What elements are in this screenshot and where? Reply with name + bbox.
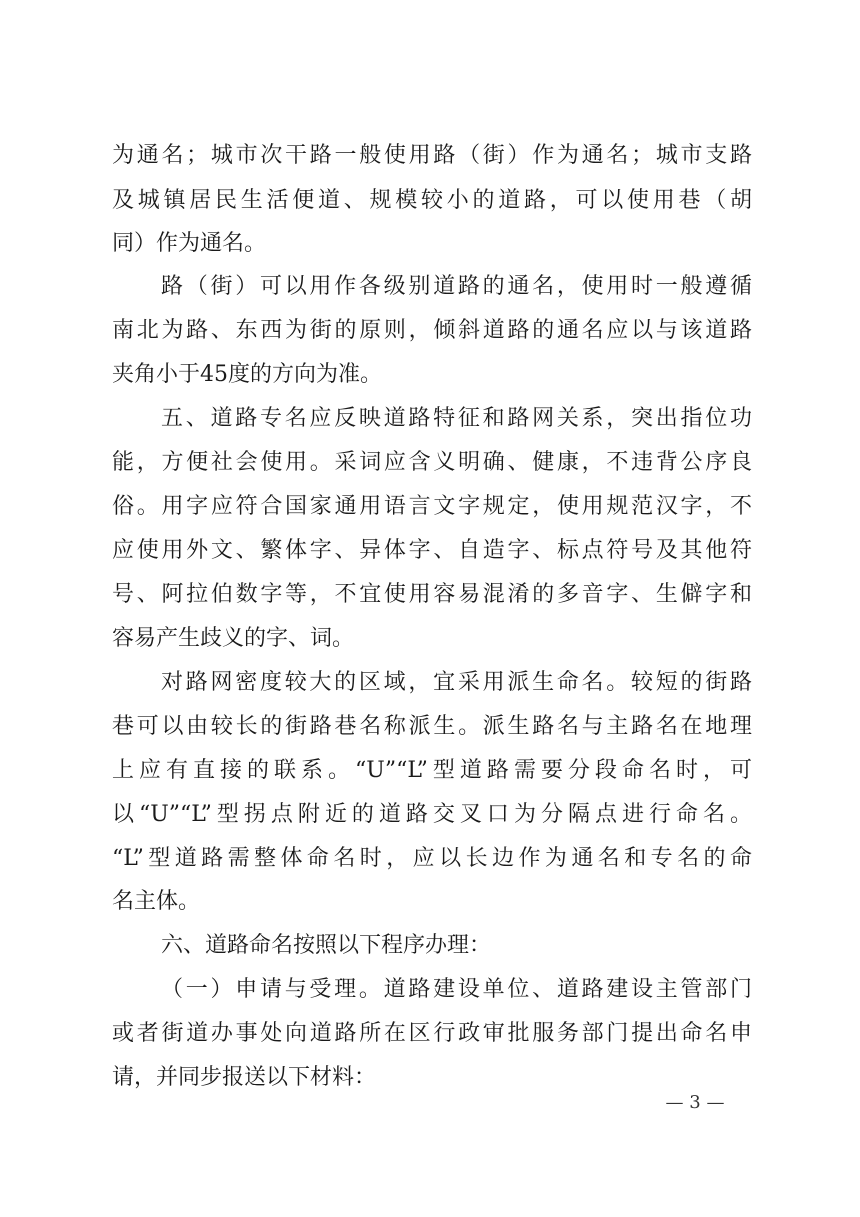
body-text-line: 应使用外文、繁体字、异体字、自造字、标点符号及其他符 — [112, 538, 752, 563]
body-text-line: 上应有直接的联系。“U”“L”型道路需要分段命名时，可 — [112, 758, 752, 783]
body-text-line: 夹角小于45度的方向为准。 — [112, 362, 382, 387]
body-text-line: 对路网密度较大的区域，宜采用派生命名。较短的街路 — [161, 670, 752, 695]
body-text-line: “L”型道路需整体命名时，应以长边作为通名和专名的命 — [112, 846, 752, 871]
body-text-line: 以“U”“L”型拐点附近的道路交叉口为分隔点进行命名。 — [112, 802, 752, 827]
body-text-line: 俗。用字应符合国家通用语言文字规定，使用规范汉字，不 — [112, 494, 752, 519]
body-text-line: （一）申请与受理。道路建设单位、道路建设主管部门 — [161, 977, 752, 1002]
body-text-line: 南北为路、东西为街的原则，倾斜道路的通名应以与该道路 — [112, 318, 752, 343]
body-text-line: 能，方便社会使用。采词应含义明确、健康，不违背公序良 — [112, 450, 752, 475]
body-text-line: 六、道路命名按照以下程序办理： — [161, 933, 492, 958]
body-text-line: 请，并同步报送以下材料： — [112, 1065, 377, 1090]
body-text-line: 为通名；城市次干路一般使用路（街）作为通名；城市支路 — [112, 143, 752, 168]
body-text-line: 名主体。 — [112, 889, 201, 914]
body-text-line: 及城镇居民生活便道、规模较小的道路，可以使用巷（胡 — [112, 188, 752, 213]
page-number: — 3 — — [665, 1092, 725, 1113]
body-text-line: 同）作为通名。 — [112, 231, 267, 256]
body-text-line: 或者街道办事处向道路所在区行政审批服务部门提出命名申 — [112, 1021, 752, 1046]
body-text-line: 号、阿拉伯数字等，不宜使用容易混淆的多音字、生僻字和 — [112, 582, 752, 607]
body-text-line: 路（街）可以用作各级别道路的通名，使用时一般遵循 — [161, 274, 752, 299]
body-text-line: 巷可以由较长的街路巷名称派生。派生路名与主路名在地理 — [112, 714, 752, 739]
body-text-line: 五、道路专名应反映道路特征和路网关系，突出指位功 — [161, 406, 752, 431]
body-text-line: 容易产生歧义的字、词。 — [112, 626, 355, 651]
